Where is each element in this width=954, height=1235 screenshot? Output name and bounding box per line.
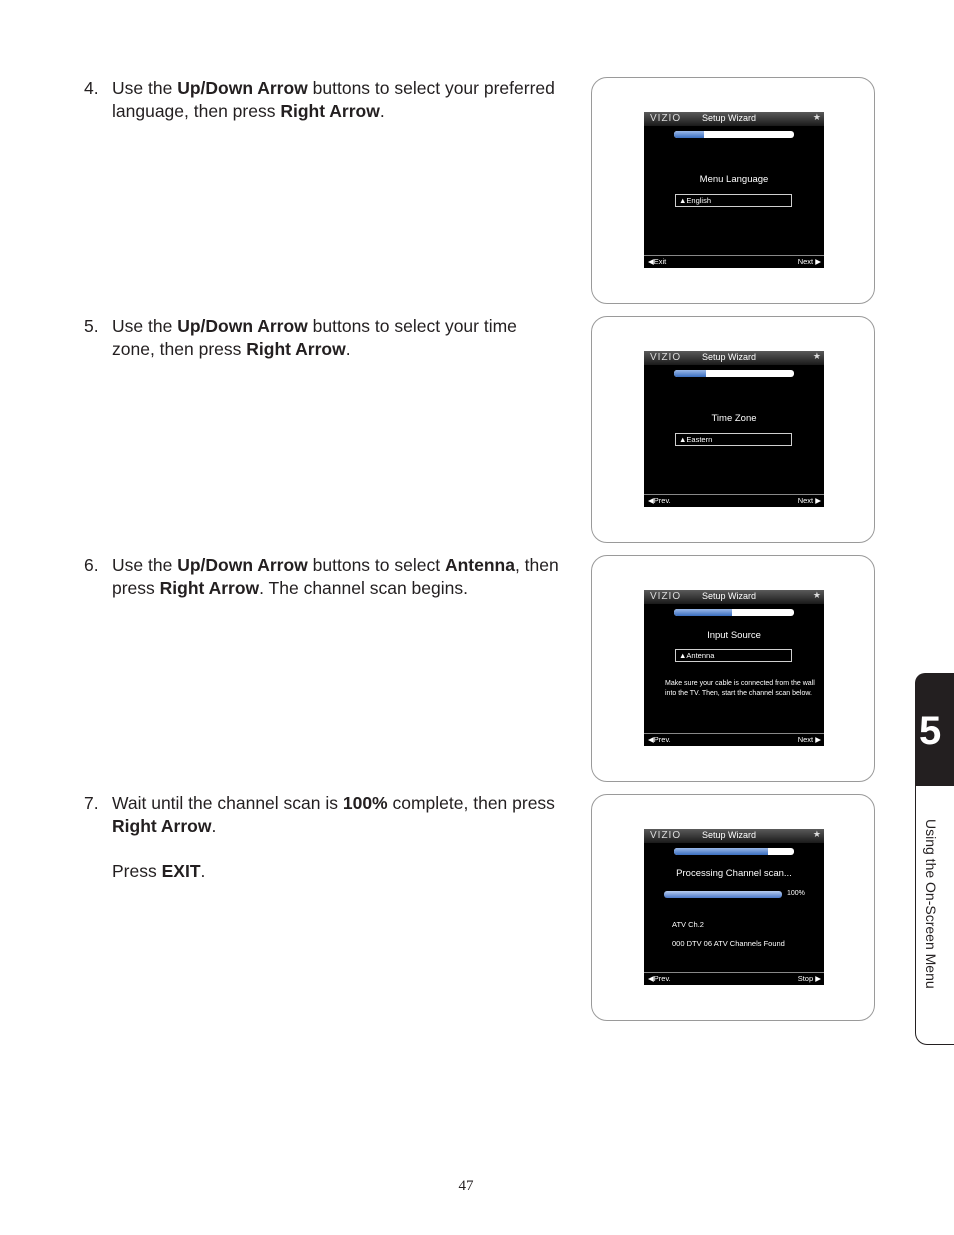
screen-title: Menu Language: [699, 174, 769, 185]
wizard-progress-bar: [674, 131, 794, 138]
step-paragraph: [112, 792, 562, 838]
screenshot-frame-timezone: [591, 316, 875, 543]
step-number: 4.: [84, 78, 99, 98]
progress-fill: [674, 370, 706, 377]
text: Use the: [112, 555, 178, 575]
screen-header: [644, 112, 824, 126]
step-number: 7.: [84, 793, 99, 813]
text: buttons to select: [307, 555, 445, 575]
tv-screen: [644, 351, 824, 507]
bold-text: Up/Down Arrow: [177, 78, 308, 98]
star-icon: ★: [812, 829, 821, 839]
bold-text: Right Arrow: [246, 339, 346, 359]
vizio-logo: VIZIO: [650, 352, 682, 363]
tv-screen: [644, 829, 824, 985]
text: .: [379, 101, 385, 121]
screen-title: Processing Channel scan...: [676, 868, 792, 879]
footer-right: Next ▶: [797, 496, 821, 505]
screenshot-frame-language: [591, 77, 875, 304]
footer-left: ◀Exit: [648, 257, 667, 266]
bold-text: Right Arrow: [112, 816, 212, 836]
tv-screen: [644, 112, 824, 268]
footer-right: Next ▶: [797, 257, 821, 266]
vizio-logo: VIZIO: [650, 830, 682, 841]
screenshot-frame-channel-scan: [591, 794, 875, 1021]
progress-fill: [674, 131, 704, 138]
wizard-title: Setup Wizard: [702, 352, 757, 362]
screen-footer: [644, 255, 824, 268]
text: .: [345, 339, 351, 359]
screen-footer: [644, 972, 824, 985]
wizard-title: Setup Wizard: [702, 591, 757, 601]
cable-note: Make sure your cable is connected from the wall into the TV. Then, start the channel scan below.: [665, 680, 815, 697]
text: .: [211, 816, 217, 836]
page-number: 47: [458, 1178, 474, 1194]
bold-text: Up/Down Arrow: [177, 316, 308, 336]
bold-text: EXIT: [161, 861, 201, 881]
chapter-title: Using the On-Screen Menu: [923, 819, 939, 989]
vizio-logo: VIZIO: [650, 113, 682, 124]
bold-text: Right Arrow: [280, 101, 380, 121]
wizard-progress-bar: [674, 848, 794, 855]
step-text: [112, 315, 562, 361]
bold-text: Up/Down Arrow: [177, 555, 308, 575]
footer-left: ◀Prev.: [648, 735, 671, 744]
text: buttons to select your preferred language, then press: [112, 78, 555, 121]
wizard-title: Setup Wizard: [702, 113, 757, 123]
channels-found: 000 DTV 06 ATV Channels Found: [672, 939, 785, 948]
wizard-progress-bar: [674, 609, 794, 616]
step-text: [112, 77, 562, 123]
screen-footer: [644, 733, 824, 746]
text: buttons to select your time zone, then press: [112, 316, 517, 359]
chapter-side-tab: [915, 673, 954, 1045]
progress-fill: [674, 609, 732, 616]
screen-title: Time Zone: [711, 413, 757, 424]
bold-text: 100%: [342, 793, 388, 813]
star-icon: ★: [812, 351, 821, 361]
star-icon: ★: [812, 590, 821, 600]
bold-text: Antenna: [444, 555, 515, 575]
text: , then press: [112, 555, 559, 598]
text: Use the: [112, 78, 178, 98]
input-source-select: ▲Antenna: [675, 649, 792, 662]
wizard-progress-bar: [674, 370, 794, 377]
step-text: [112, 792, 562, 883]
footer-left: ◀Prev.: [648, 496, 671, 505]
timezone-select: ▲Eastern: [675, 433, 792, 446]
text: complete, then press: [387, 793, 555, 813]
screen-footer: [644, 494, 824, 507]
text: .: [200, 861, 206, 881]
vizio-logo: VIZIO: [650, 591, 682, 602]
star-icon: ★: [812, 112, 821, 122]
text: Use the: [112, 316, 178, 336]
tv-screen: [644, 590, 824, 746]
screenshot-frame-input-source: [591, 555, 875, 782]
text: Press: [112, 861, 162, 881]
step-text: [112, 554, 562, 600]
footer-right: Stop ▶: [797, 974, 821, 983]
step-number: 6.: [84, 555, 99, 575]
language-select: ▲English: [675, 194, 792, 207]
footer-left: ◀Prev.: [648, 974, 671, 983]
channel-label: ATV Ch.2: [672, 920, 704, 929]
chapter-tab-dark: [915, 673, 954, 786]
step-number: 5.: [84, 316, 99, 336]
screen-header: [644, 829, 824, 843]
screen-header: [644, 590, 824, 604]
screen-header: [644, 351, 824, 365]
screen-title: Input Source: [707, 630, 761, 641]
text: . The channel scan begins.: [259, 578, 468, 598]
bold-text: Right Arrow: [159, 578, 260, 598]
scan-progress-bar: [664, 891, 782, 898]
chapter-number: 5: [919, 709, 942, 753]
press-exit: [112, 860, 562, 883]
footer-right: Next ▶: [797, 735, 821, 744]
wizard-title: Setup Wizard: [702, 830, 757, 840]
progress-fill: [674, 848, 768, 855]
scan-percent: 100%: [787, 890, 805, 897]
text: Wait until the channel scan is: [112, 793, 343, 813]
